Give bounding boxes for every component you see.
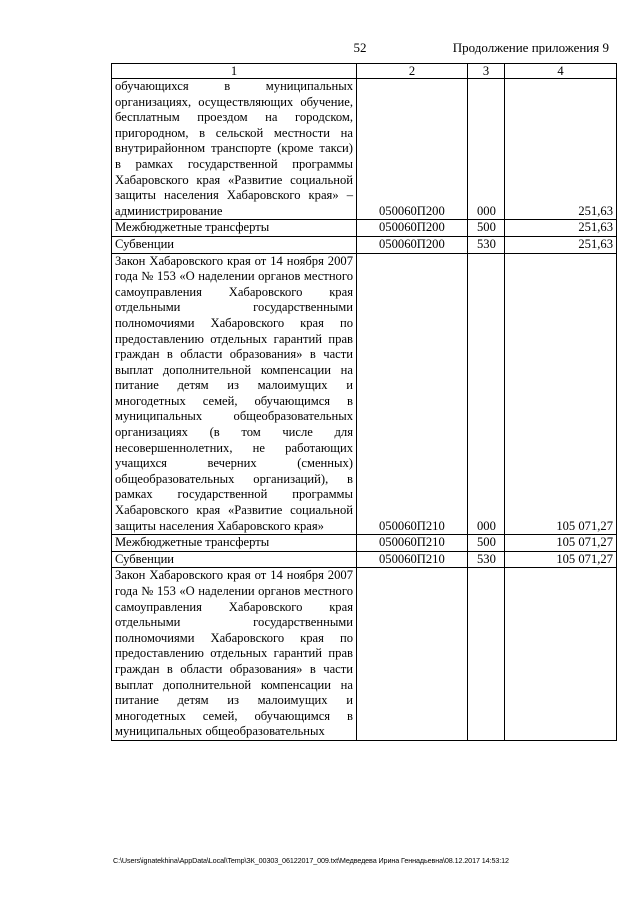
row-amount: [505, 568, 617, 741]
appendix-label: Продолжение приложения 9: [452, 40, 609, 55]
row-code: [357, 568, 468, 741]
row-amount: 105 071,27: [505, 253, 617, 535]
column-number-2: 2: [357, 64, 468, 79]
column-number-1: 1: [112, 64, 357, 79]
row-code: 050060П210: [357, 551, 468, 568]
row-amount: 251,63: [505, 236, 617, 253]
row-code: 050060П210: [357, 253, 468, 535]
footer-file-path: C:\Users\ignatekhina\AppData\Local\Temp\ЗК_00303_06122017_009.txt\Медведева Ирина Геннадьевна\08.12.2017 14:53:12: [113, 856, 509, 865]
table-row: [112, 220, 617, 237]
row-name: Субвенции: [112, 551, 357, 568]
column-number-3: 3: [468, 64, 505, 79]
row-amount: 251,63: [505, 79, 617, 220]
table-row: [112, 535, 617, 552]
row-amount: 105 071,27: [505, 551, 617, 568]
row-code: 050060П200: [357, 79, 468, 220]
row-kind: 000: [468, 253, 505, 535]
row-code: 050060П210: [357, 535, 468, 552]
row-amount: 105 071,27: [505, 535, 617, 552]
column-number-row: [112, 64, 617, 79]
row-code: 050060П200: [357, 236, 468, 253]
row-kind: 530: [468, 551, 505, 568]
row-code: 050060П200: [357, 220, 468, 237]
page-number: 52: [353, 40, 367, 55]
row-name: Субвенции: [112, 236, 357, 253]
row-kind: 530: [468, 236, 505, 253]
row-kind: 500: [468, 535, 505, 552]
row-kind: 000: [468, 79, 505, 220]
row-name: Межбюджетные трансферты: [112, 220, 357, 237]
row-name: Закон Хабаровского края от 14 ноября 2007 года № 153 «О наделении органов местного самоуправления Хабаровского края отдельными государственными полномочиями Хабаровского края по предоставлению отдельных гарантий прав граждан в области образования» в части выплат дополнительной компенсации на питание детям из малоимущих и многодетных семей, обучающимся в муниципальных общеобразовательных организациях (в том числе для несовершеннолетних, не работающих учащихся вечерних (сменных) общеобразовательных организаций), в рамках государственной программы Хабаровского края «Развитие социальной защиты населения Хабаровского края»: [112, 253, 357, 535]
row-amount: 251,63: [505, 220, 617, 237]
row-name: Закон Хабаровского края от 14 ноября 2007 года № 153 «О наделении органов местного самоуправления Хабаровского края отдельными государственными полномочиями Хабаровского края по предоставлению отдельных гарантий прав граждан в области образования» в части выплат дополнительной компенсации на питание детям из малоимущих и многодетных семей, обучающимся в муниципальных общеобразовательных: [112, 568, 357, 741]
row-kind: [468, 568, 505, 741]
table-row: [112, 236, 617, 253]
table-row: [112, 551, 617, 568]
table-row: [112, 253, 617, 535]
row-name: обучающихся в муниципальных организациях, осуществляющих обучение, бесплатным проездом на городском, пригородном, в сельской местности на внутрирайонном транспорте (кроме такси) в рамках государственной программы Хабаровского края «Развитие социальной защиты населения Хабаровского края» – администрирование: [112, 79, 357, 220]
table-row: [112, 568, 617, 741]
column-number-4: 4: [505, 64, 617, 79]
table-row: [112, 79, 617, 220]
row-kind: 500: [468, 220, 505, 237]
budget-table: [111, 63, 617, 741]
row-name: Межбюджетные трансферты: [112, 535, 357, 552]
